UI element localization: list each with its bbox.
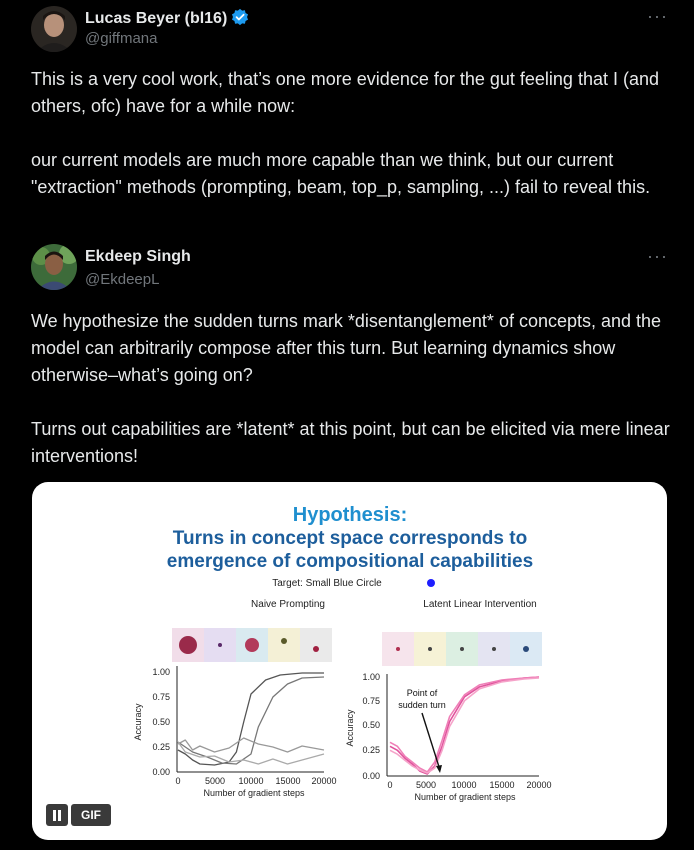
- tweet-text: [31, 308, 671, 470]
- tweet-paragraph: This is a very cool work, that’s one more evidence for the gut feeling that I (and others, ofc) have for a while now:: [31, 69, 659, 116]
- x-tick-label: 20000: [311, 776, 337, 786]
- x-tick-label: 0: [175, 776, 181, 786]
- thumbnail-shape: [523, 646, 529, 652]
- y-tick-label: 0.00: [362, 771, 380, 781]
- series-line-run-3: [178, 738, 324, 752]
- right-panel-title: Latent Linear Intervention: [423, 599, 537, 610]
- figure-subtitle-1: Turns in concept space corresponds to: [172, 528, 528, 549]
- thumbnail-shape: [313, 646, 319, 652]
- annotation-text: sudden turn: [398, 700, 446, 710]
- x-tick-label: 5000: [415, 780, 437, 790]
- x-tick-label: 20000: [526, 780, 552, 790]
- x-tick-label: 15000: [275, 776, 301, 786]
- thumbnail-shape: [492, 647, 496, 651]
- pause-icon[interactable]: [46, 804, 68, 826]
- x-tick-label: 5000: [204, 776, 226, 786]
- x-tick-label: 0: [387, 780, 393, 790]
- tweet-paragraph: We hypothesize the sudden turns mark *disentanglement* of concepts, and the model can arbitrarily compose after this turn. But learning dynamics show otherwise–what’s going on?: [31, 311, 662, 385]
- thumbnail: [268, 628, 300, 662]
- gif-badge: GIF: [71, 804, 111, 826]
- y-tick-label: 1.00: [362, 672, 380, 682]
- annotation-arrow: [422, 713, 440, 770]
- figure: [32, 482, 667, 840]
- y-tick-label: 0.25: [362, 745, 380, 755]
- thumbnail-shape: [460, 647, 464, 651]
- annotation-arrow-head: [436, 765, 442, 773]
- y-tick-label: 0.50: [362, 720, 380, 730]
- y-axis-label: Accuracy: [345, 709, 355, 747]
- thumbnail: [300, 628, 332, 662]
- x-tick-label: 10000: [238, 776, 264, 786]
- avatar[interactable]: [31, 244, 77, 290]
- y-tick-label: 0.75: [362, 696, 380, 706]
- right-thumbnail-strip: [382, 632, 542, 666]
- x-axis-label: Number of gradient steps: [414, 792, 516, 802]
- more-options-icon[interactable]: ···: [647, 246, 668, 266]
- avatar[interactable]: [31, 6, 77, 52]
- thumbnail-shape: [428, 647, 432, 651]
- y-tick-label: 0.25: [152, 742, 170, 752]
- thumbnail-shape: [245, 638, 259, 652]
- left-panel-title: Naive Prompting: [251, 599, 325, 610]
- more-options-icon[interactable]: ···: [647, 6, 668, 26]
- y-tick-label: 0.50: [152, 717, 170, 727]
- x-tick-label: 15000: [489, 780, 515, 790]
- tweet-ekdeep-singh[interactable]: [0, 236, 694, 850]
- y-tick-label: 0.75: [152, 692, 170, 702]
- thumbnail-shape: [281, 638, 287, 644]
- figure-subtitle-2: emergence of compositional capabilities: [166, 551, 534, 572]
- display-name[interactable]: Ekdeep Singh: [85, 248, 191, 265]
- thumbnail-shape: [179, 636, 197, 654]
- annotation-text: Point of: [406, 688, 438, 698]
- right-chart: [345, 672, 552, 802]
- tweet-paragraph: our current models are much more capable than we think, but our current "extraction" methods (prompting, beam, top_p, sampling, ...) fail to reveal this.: [31, 150, 651, 197]
- tweet-paragraph: Turns out capabilities are *latent* at this point, but can be elicited via mere linear interventions!: [31, 419, 670, 466]
- gif-controls: [46, 804, 111, 826]
- gif-media[interactable]: [32, 482, 667, 840]
- left-thumbnail-strip: [172, 628, 332, 662]
- tweet-text: [31, 66, 671, 201]
- verified-badge-icon: [231, 8, 249, 31]
- thumbnail-shape: [396, 647, 400, 651]
- y-axis-label: Accuracy: [133, 703, 143, 741]
- series-line-run-2: [178, 677, 324, 764]
- thumbnail-shape: [218, 643, 222, 647]
- tweet-lucas-beyer[interactable]: [0, 0, 694, 236]
- y-tick-label: 0.00: [152, 767, 170, 777]
- display-name-text[interactable]: Lucas Beyer (bl16): [85, 10, 228, 27]
- left-chart: [133, 666, 337, 798]
- series-line-run-1: [178, 673, 324, 765]
- target-dot-icon: [427, 579, 435, 587]
- display-name[interactable]: [85, 8, 249, 31]
- x-axis-label: Number of gradient steps: [203, 788, 305, 798]
- handle[interactable]: @EkdeepL: [85, 271, 160, 288]
- x-tick-label: 10000: [451, 780, 477, 790]
- figure-title: Hypothesis:: [292, 504, 408, 526]
- target-label: Target: Small Blue Circle: [272, 578, 382, 589]
- y-tick-label: 1.00: [152, 667, 170, 677]
- handle[interactable]: @giffmana: [85, 30, 158, 47]
